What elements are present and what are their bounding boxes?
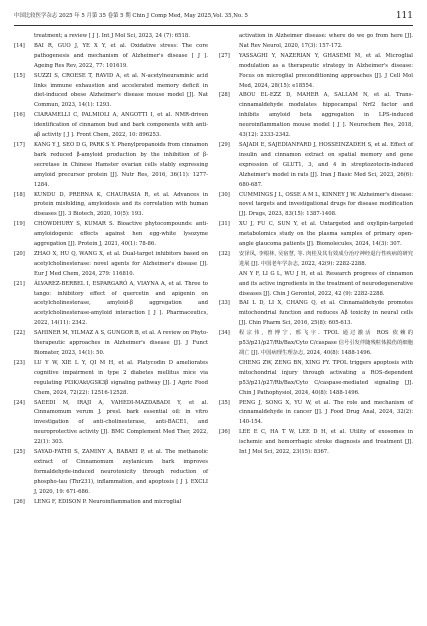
- reference-text: activation in Alzheimer disease: where do we go from here [J]. Nat Rev Neurol, 2020, 17(3): 157-172.: [239, 33, 413, 49]
- reference-number: [35]: [219, 399, 230, 406]
- reference-number: [29]: [219, 141, 230, 148]
- reference-item: [219, 270, 413, 300]
- reference-number: [32]: [219, 250, 230, 257]
- reference-text: 程宗伟, 曾博宁, 邢飞宇. TPOL 通过激活 ROS 依赖的 p53/p21/p27/Rb/Bax/Cyto C/caspase 信号引发伴随残粒体损伤的细胞凋亡 [J]. 中国病理生理杂志, 2024, 40(8): 1488-1496.: [239, 330, 413, 356]
- reference-text: SAYAD-FATHI S, ZAMINY A, BABAEI P, et al. The methanolic extract of Cinnamomum zeylanicum bark improves formaldehyde-induced neurotoxicity through reduction of phospho-tau (Thr231), inflammation, and apoptosis [ J ]. EXCLI J, 2020, 19: 671-686.: [34, 449, 208, 495]
- reference-text: CUMMINGS J L, OSSE A M L, KINNEY J W. Alzheimer's disease: novel targets and investigational drugs for disease modification [J]. Drugs, 2023, 83(15): 1387-1408.: [239, 191, 413, 218]
- reference-item: [219, 250, 413, 270]
- reference-item: [14, 448, 208, 498]
- reference-text: LU Y W, XIE L Y, QI M H, et al. Platycodin D ameliorates cognitive impairment in type 2 diabetes mellitus mice via regulating PI3K/Akt/GSK3β signaling pathway [J]. J Agric Food Chem, 2024, 72(22): 12516-12528.: [34, 359, 208, 396]
- page-number: 111: [395, 11, 413, 21]
- reference-text: SUZZI S, CROESE T, RAVID A, et al. N-acetylneuraminic acid links immune exhaustion and accelerated memory deficit in diet-induced obese Alzheimer's disease mouse model [J]. Nat Commun, 2023, 14(1): 1293.: [34, 72, 208, 109]
- journal-citation: 中国比较医学杂志 2025 年 5 月第 35 卷第 5 期 Chin J Comp Med, May 2025,Vol. 35,No. 5: [14, 13, 248, 19]
- reference-text: ABOU EL-EZZ D, MAHER A, SALLAM N, et al. Trans-cinnamaldehyde modulates hippocampal Nrf2 factor and inhibits amyloid beta aggregation in LPS-induced neuroinflammation mouse model [ J ]. Neurochem Res, 2018, 43(12): 2333-2342.: [239, 92, 413, 139]
- reference-number: [16]: [14, 112, 25, 119]
- reference-item: [14, 399, 208, 449]
- header-rule: [14, 25, 413, 26]
- reference-number: [23]: [14, 359, 25, 366]
- reference-number: [22]: [14, 330, 25, 337]
- reference-item: [219, 220, 413, 250]
- reference-number: [30]: [219, 191, 230, 198]
- reference-item: [14, 72, 208, 112]
- right-column: [219, 32, 413, 458]
- reference-number: [36]: [219, 429, 230, 436]
- reference-number: [14]: [14, 42, 25, 49]
- reference-text: SAHINER M, YILMAZ A S, GUNGOR B, et al. A review on Phyto-therapeutic approaches in Alzheimer's disease [J]. J Funct Biomater, 2023, 14(1): 50.: [34, 330, 208, 356]
- reference-number: [27]: [219, 52, 230, 59]
- reference-item: [14, 359, 208, 399]
- reference-item: [14, 250, 208, 280]
- reference-item: [14, 329, 208, 359]
- reference-number: [24]: [14, 399, 25, 406]
- reference-item: [14, 141, 208, 191]
- reference-item: [219, 428, 413, 458]
- reference-text: 安泽凤, 李根林, 吴宿慧, 等. 肉桂及其有效成分治疗神经退行性疾病的研究进展 [J]. 中国老年学杂志, 2022, 42(9): 2282-2288.: [239, 250, 413, 267]
- reference-text: XU J, FU C, SUN Y, et al. Untargeted and oxylipin-targeted metabolomics study on the plasma samples of primary open-angle glaucoma patients [J]. Biomolecules, 2024, 14(3): 307.: [239, 221, 413, 248]
- reference-item: [14, 191, 208, 221]
- reference-item: [219, 32, 413, 52]
- reference-number: [20]: [14, 250, 25, 257]
- reference-number: [26]: [14, 498, 25, 505]
- reference-item: [219, 191, 413, 221]
- reference-number: [28]: [219, 92, 230, 99]
- reference-number: [18]: [14, 191, 25, 198]
- reference-text: LENG F, EDISON P. Neuroinflammation and microglial: [34, 498, 182, 505]
- running-header: [14, 6, 413, 26]
- reference-item: [219, 52, 413, 92]
- reference-item: [14, 220, 208, 250]
- left-column: [14, 32, 208, 508]
- reference-item: [14, 280, 208, 330]
- reference-text: ZHAO X, HU Q, WANG X, et al. Dual-target inhibitors based on acetylcholinesterase: novel agents for Alzheimer's disease [J]. Eur J Med Chem, 2024, 279: 116810.: [34, 250, 208, 277]
- reference-number: [25]: [14, 449, 25, 456]
- reference-number: [19]: [14, 221, 25, 228]
- reference-item: [219, 141, 413, 191]
- reference-number: [31]: [219, 221, 230, 228]
- reference-item: [219, 299, 413, 329]
- reference-number: [17]: [14, 141, 25, 148]
- reference-number: [15]: [14, 72, 25, 79]
- reference-item: [219, 329, 413, 359]
- reference-text: LEE E C, HA T W, LEE D H, et al. Utility of exosomes in ischemic and hemorrhagic stroke diagnosis and treatment [J]. Int J Mol Sci, 2022, 23(15): 8367.: [239, 429, 413, 456]
- reference-text: BAI L D, LI X, CHANG Q, et al. Cinnamaldehyde promotes mitochondrial function and reduces Aβ toxicity in neural cells [J]. Chin Pharm Sci, 2016, 25(8): 605-613.: [239, 300, 413, 327]
- reference-text: CHENG ZW, ZENG BN, XING FY. TPOL triggers apoptosis with mitochondrial injury through activating a ROS-dependent p53/p21/p27/Rb/Bax/Cyto C/caspase-mediated signaling [J]. Chin J Pathophysiol, 2024, 40(8): 1488-1496.: [239, 359, 413, 396]
- reference-item: [219, 359, 413, 399]
- reference-text: treatment; a review [ J ]. Int J Mol Sci, 2023, 24 (7): 6518.: [34, 33, 190, 39]
- reference-text: KANG Y J, SEO D G, PARK S Y. Phenylpropanoids from cinnamon bark reduced β-amyloid production by the inhibition of β-secretase in Chinese Hamster ovarian cells stably expressing amyloid precursor protein [J]. Nutr Res, 2016, 36(11): 1277-1284.: [34, 141, 208, 188]
- reference-text: SAEEDI M, IRAJI A, VAHEDI-MAZDABADI Y, et al. Cinnamomum verum J. presl. bark essential oil: in vitro investigation of anti-cholinesterase, anti-BACE1, and neuroprotective activity [J]. BMC Complement Med Ther, 2022, 22(1): 303.: [34, 399, 208, 446]
- reference-text: CIARAMELLI C, PALMIOLI A, ANGOTTI I, et al. NMR-driven identification of cinnamon bud and bark components with anti-aβ activity [ J ]. Front Chem, 2022, 10: 896253.: [34, 112, 208, 139]
- reference-number: [34]: [219, 330, 230, 337]
- reference-text: ÁLVAREZ-BERBEL I, ESPARGARÓ A, VIAYNA A, et al. Three to tango: inhibitory effect of quercetin and apigenin on acetylcholinesterase, amyloid-β aggregation and acetylcholinesterase-amyloid interaction [ J ]. Pharmaceutics, 2022, 14(11): 2342.: [34, 280, 208, 327]
- reference-text: AN Y F, LI G L, WU J H, et al. Research progress of cinnamon and its active ingredients in the treatment of neurodegenerative diseases [J]. Chin J Gerontol, 2022, 42 (9): 2282-2288.: [239, 270, 413, 297]
- reference-item: [219, 399, 413, 429]
- reference-item: [14, 32, 208, 42]
- reference-text: CHOWDHURY S, KUMAR S. Bioactive phytocompounds: anti-amyloidogenic effects against hen egg-white lysozyme aggregation [J]. Protein J, 2021, 40(1): 78-86.: [34, 221, 208, 248]
- reference-text: YASSAGHI Y, NAZERIAN Y, GHASEMI M, et al. Microglial modulation as a therapeutic strategy in Alzheimer's disease: Focus on microglial preconditioning approaches [J]. J Cell Mol Med, 2024, 28(15): e18554.: [239, 52, 413, 89]
- reference-item: [219, 91, 413, 141]
- reference-number: [33]: [219, 300, 230, 307]
- reference-text: SAJADI E, SAJEDIANFARD J, HOSSEINZADEH S, et al. Effect of insulin and cinnamon extract on spatial memory and gene expression of GLUT1, 3, and 4 in streptozotocin-induced Alzheimer's model in rats [J]. Iran J Basic Med Sci, 2023, 26(6): 680-687.: [239, 141, 413, 188]
- reference-number: [21]: [14, 280, 25, 287]
- reference-text: KUNDU D, PRERNA K, CHAURASIA R, et al. Advances in protein misfolding, amyloidosis and its correlation with human diseases [J]. 3 Biotech, 2020, 10(5): 193.: [34, 191, 208, 218]
- reference-text: BAI R, GUO J, YE X Y, et al. Oxidative stress: The core pathogenesis and mechanism of Alzheimer's disease [ J ]. Ageing Res Rev, 2022, 77: 101619.: [34, 42, 208, 69]
- reference-text: PENG J, SONG X, YU W, et al. The role and mechanism of cinnamaldehyde in cancer [J]. J Food Drug Anal, 2024, 32(2): 140-154.: [239, 399, 413, 426]
- reference-item: [14, 498, 208, 508]
- reference-item: [14, 111, 208, 141]
- reference-item: [14, 42, 208, 72]
